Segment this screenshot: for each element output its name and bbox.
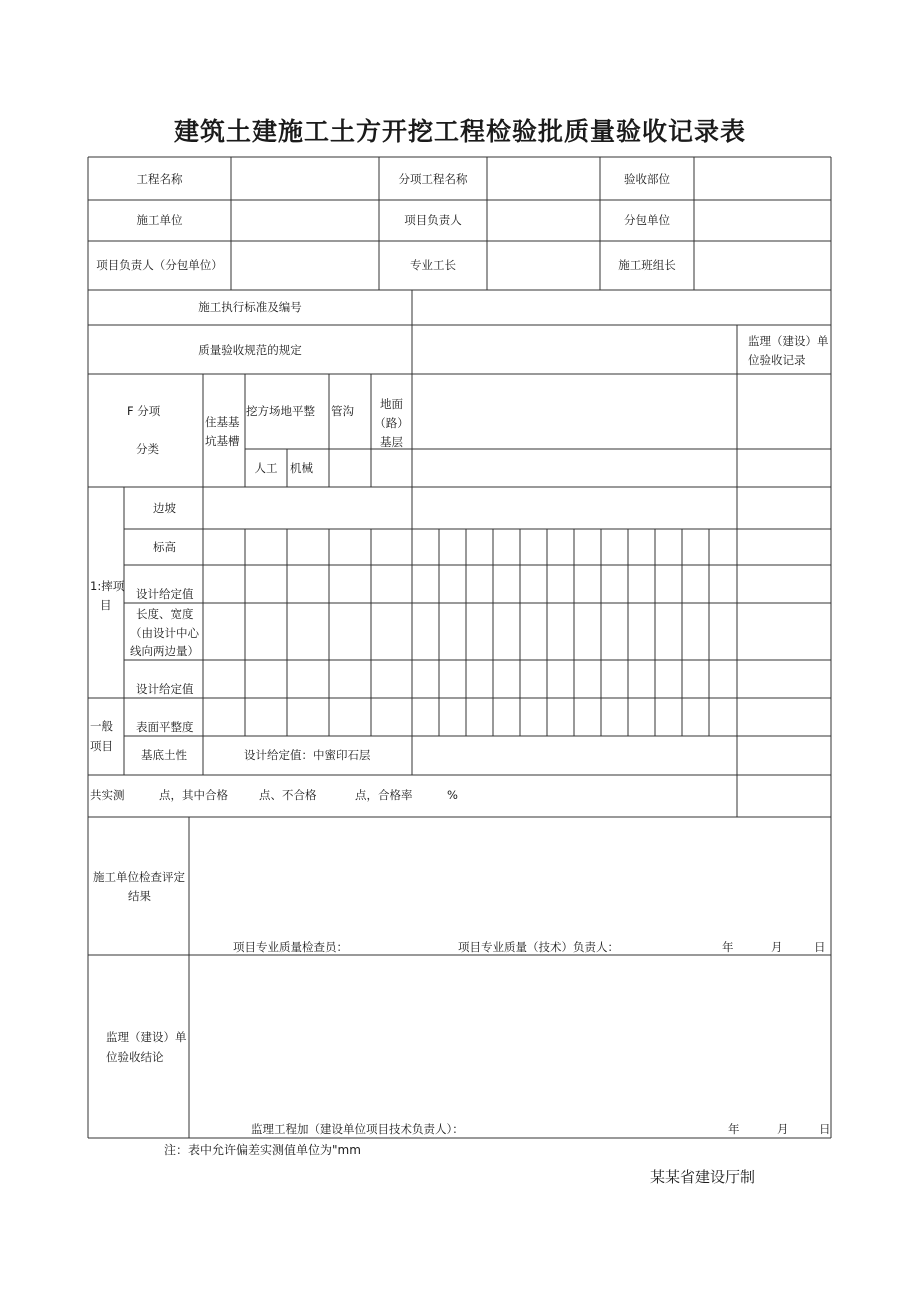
label-supervisor-conclusion-1: 监理（建设）单 — [106, 1030, 187, 1044]
footnote: 注：表中允许偏差实测值单位为"mm — [164, 1143, 361, 1157]
summary-percent: % — [447, 788, 458, 802]
label-sub-project-name: 分项工程名称 — [398, 172, 468, 186]
label-main-group-1: 1:摔项 — [90, 579, 125, 593]
label-project-manager-sub: 项目负责人（分包单位） — [96, 258, 223, 272]
label-supervisor-conclusion-2: 位验收结论 — [106, 1050, 164, 1064]
conclusion-month: 月 — [777, 1122, 789, 1136]
label-specialty-foreman: 专业工长 — [410, 258, 456, 272]
conclusion-day: 日 — [819, 1122, 831, 1136]
label-machine: 机械 — [290, 461, 313, 475]
label-slope: 边坡 — [153, 501, 176, 515]
label-col-site-leveling: 挖方场地平整 — [246, 404, 315, 418]
summary-qualified: 点，其中合格 — [159, 788, 228, 802]
label-project-name: 工程名称 — [136, 172, 183, 186]
label-elevation: 标高 — [153, 540, 176, 554]
conclusion-year: 年 — [728, 1122, 740, 1136]
check-year: 年 — [722, 940, 734, 954]
label-col-ground-2: （路） — [374, 416, 409, 430]
label-supervisor-engineer: 监理工程加（建设单位项目技术负责人）： — [251, 1122, 464, 1136]
check-month: 月 — [771, 940, 783, 954]
label-soil: 基底土性 — [141, 748, 187, 762]
label-standard: 施工执行标准及编号 — [198, 300, 302, 314]
label-design-value-1: 设计给定值 — [136, 587, 194, 601]
summary-unqualified: 点、不合格 — [259, 788, 317, 802]
label-flatness: 表面平整度 — [136, 720, 194, 734]
issuer: 某某省建设厅制 — [650, 1168, 756, 1186]
check-day: 日 — [814, 940, 826, 954]
label-col-foundation-2: 坑基槽 — [205, 434, 240, 448]
label-subcontract-unit: 分包单位 — [624, 213, 670, 227]
label-team-leader: 施工班组长 — [618, 258, 676, 272]
label-construction-check-2: 结果 — [128, 889, 151, 903]
label-classify: 分类 — [136, 442, 159, 456]
label-project-manager: 项目负责人 — [404, 213, 462, 227]
label-tech-manager: 项目专业质量（技术）负责人： — [458, 940, 619, 954]
label-supervisor-record-1: 监理（建设）单 — [748, 334, 829, 348]
label-design-value-2: 设计给定值 — [136, 682, 194, 696]
label-col-ground-3: 基层 — [380, 435, 403, 449]
label-col-trench: 管沟 — [331, 404, 354, 418]
label-quality-inspector: 项目专业质量检查员： — [233, 940, 348, 954]
soil-design-value: 设计给定值：中蜜印石层 — [244, 748, 371, 762]
form-title: 建筑土建施工土方开挖工程检验批质量验收记录表 — [173, 117, 746, 146]
label-spec-rule: 质量验收规范的规定 — [198, 343, 302, 357]
label-length-1: 长度、宽度 — [136, 607, 194, 621]
label-col-foundation-1: 住基基 — [205, 415, 240, 429]
label-supervisor-record-2: 位验收记录 — [748, 353, 806, 367]
label-length-2: （由设计中心 — [130, 626, 199, 640]
label-main-group-2: 目 — [100, 598, 112, 612]
label-construction-check-1: 施工单位检查评定 — [93, 870, 185, 884]
label-construction-unit: 施工单位 — [136, 213, 183, 227]
label-manual: 人工 — [254, 461, 278, 475]
summary-pass-rate: 点，合格率 — [355, 788, 413, 802]
label-f-item: F 分项 — [127, 404, 161, 418]
label-col-ground-1: 地面 — [380, 397, 403, 411]
summary-total: 共实测 — [90, 788, 125, 802]
label-acceptance-part: 验收部位 — [624, 172, 670, 186]
label-length-3: 线向两边量） — [130, 644, 199, 658]
label-general-group-1: 一般 — [90, 719, 113, 733]
label-general-group-2: 项目 — [90, 739, 113, 753]
